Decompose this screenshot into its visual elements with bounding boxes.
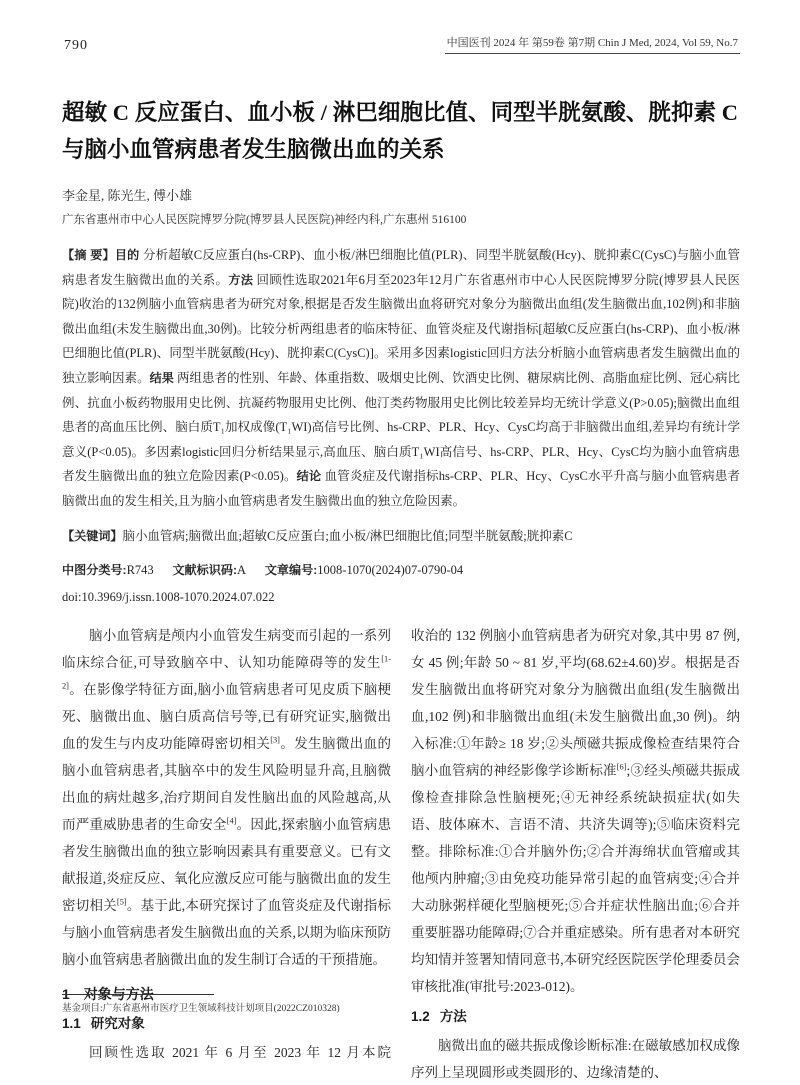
affiliation-line: 广东省惠州市中心人民医院博罗分院(博罗县人民医院)神经内科,广东惠州 516100 — [62, 214, 467, 226]
section-label: 对象与方法 — [83, 985, 154, 1002]
section-number: 1 — [62, 985, 70, 1002]
abstract-paragraph: 【摘 要】目的 分析超敏C反应蛋白(hs-CRP)、血小板/淋巴细胞比值(PLR)、同型半胱氨酸(Hcy)、胱抑素C(CysC)与脑小血管病患者发生脑微出血的关系。方法 回顾性选取2021年6月至2023年12月广东省惠州市中心人民医院博罗分院(博罗县人民医院)收治的132例脑小血管病患者为研究对象,根据是否发生脑微出血将研究对象分为脑微出血组(发生脑微出血,102例)和非脑微出血组(未发生脑微出血,30例)。比较分析两组患者的临床特征、血管炎症及代谢指标[超敏C反应蛋白(hs-CRP)、血小板/淋巴细胞比值(PLR)、同型半胱氨酸(Hcy)、胱抑素C(CysC)]。采用多因素logistic回归方法分析脑小血管病患者发生脑微出血的独立影响因素。结果 两组患者的性别、年龄、体重指数、吸烟史比例、饮酒史比例、糖尿病比例、高脂血症比例、冠心病比例、抗血小板药物服用史比例、抗凝药物服用史比例、他汀类药物服用史比例比较差异均无统计学意义(P>0.05);脑微出血组患者的高血压比例、脑白质T₁加权成像(T₁WI)高信号比例、hs-CRP、PLR、Hcy、CysC均高于非脑微出血组,差异均有统计学意义(P<0.05)。多因素logistic回归分析结果显示,高血压、脑白质T₁WI高信号、hs-CRP、PLR、Hcy、CysC均为脑小血管病患者发生脑微出血的独立危险因素(P<0.05)。结论 血管炎症及代谢指标hs-CRP、PLR、Hcy、CysC水平升高与脑小血管病患者脑微出血的发生相关,且为脑小血管病患者发生脑微出血的独立危险因素。 — [62, 248, 741, 508]
body-columns — [62, 622, 740, 1085]
classification-line: 中图分类号:R743 文献标识码:A 文章编号:1008-1070(2024)07-0790-04 — [62, 562, 464, 577]
study-subjects-paragraph: 回顾性选取 2021 年 6 月至 2023 年 12 月本院 — [89, 1044, 391, 1060]
keywords-line: 【关键词】脑小血管病;脑微出血;超敏C反应蛋白;血小板/淋巴细胞比值;同型半胱氨酸;胱抑素C — [62, 528, 573, 543]
subsection-label: 方法 — [439, 1008, 467, 1024]
page-header — [0, 0, 800, 54]
study-subjects-continued: 收治的 132 例脑小血管病患者为研究对象,其中男 87 例,女 45 例;年龄 50 ~ 81 岁,平均(68.62±4.60)岁。根据是否发生脑微出血将研究对象分为脑微出血组(发生脑微出血,102 例)和非脑微出血组(未发生脑微出血,30 例)。纳入标准:①年龄≥ 18 岁;②头颅磁共振成像检查结果符合脑小血管病的神经影像学诊断标准[6];③经头颅磁共振成像检查排除急性脑梗死;④无神经系统缺损症状(如失语、肢体麻木、言语不清、共济失调等);⑤临床资料完整。排除标准:①合并脑外伤;②合并海绵状血管瘤或其他颅内肿瘤;③由免疫功能异常引起的血管病变;④合并大动脉粥样硬化型脑梗死;⑤合并症状性脑出血;⑥合并重要脏器功能障碍;⑦合并重症感染。所有患者对本研究均知情并签署知情同意书,本研究经医院医学伦理委员会审核批准(审批号:2023-012)。 — [411, 627, 740, 994]
intro-paragraph: 脑小血管病是颅内小血管发生病变而引起的一系列临床综合征,可导致脑卒中、认知功能障碍等的发生[1-2]。在影像学特征方面,脑小血管病患者可见皮质下脑梗死、脑微出血、脑白质高信号等,已有研究证实,脑微出血的发生与内皮功能障碍密切相关[3]。发生脑微出血的脑小血管病患者,其脑卒中的发生风险明显升高,且脑微出血的病灶越多,治疗期间自发性脑出血的风险越高,从而严重威胁患者的生命安全[4]。因此,探索脑小血管病患者发生脑微出血的独立影响因素具有重要意义。已有文献报道,炎症反应、氧化应激反应可能与脑微出血的发生密切相关[5]。基于此,本研究探讨了血管炎症及代谢指标与脑小血管病患者发生脑微出血的关系,以期为临床预防脑小血管病患者脑微出血的发生制订合适的干预措施。 — [62, 627, 392, 967]
authors-line: 李金星, 陈光生, 傅小雄 — [62, 188, 193, 203]
article-title: 超敏 C 反应蛋白、血小板 / 淋巴细胞比值、同型半胱氨酸、胱抑素 C 与脑小血管病患者发生脑微出血的关系 — [62, 100, 738, 162]
journal-header-line: 中国医刊 2024 年 第59卷 第7期 Chin J Med, 2024, Vol 59, No.7 — [445, 34, 740, 54]
subsection-number: 1.2 — [411, 1008, 430, 1024]
section-heading-1-2 — [411, 1006, 740, 1028]
subsection-number: 1.1 — [62, 1015, 81, 1031]
page-number: 790 — [64, 38, 88, 53]
right-column — [411, 622, 740, 1085]
funding-text: 基金项目:广东省惠州市医疗卫生领域科技计划项目(2022CZ010328) — [62, 1004, 340, 1014]
footnote-divider — [62, 994, 214, 995]
methods-paragraph: 脑微出血的磁共振成像诊断标准:在磁敏感加权成像序列上呈现圆形或类圆形的、边缘清楚的、 — [411, 1037, 740, 1080]
funding-footnote — [62, 994, 422, 1014]
section-heading-1-1 — [62, 1013, 391, 1035]
doi-line: doi:10.3969/j.issn.1008-1070.2024.07.022 — [62, 589, 275, 604]
subsection-label: 研究对象 — [90, 1015, 145, 1031]
left-column — [62, 622, 391, 1085]
